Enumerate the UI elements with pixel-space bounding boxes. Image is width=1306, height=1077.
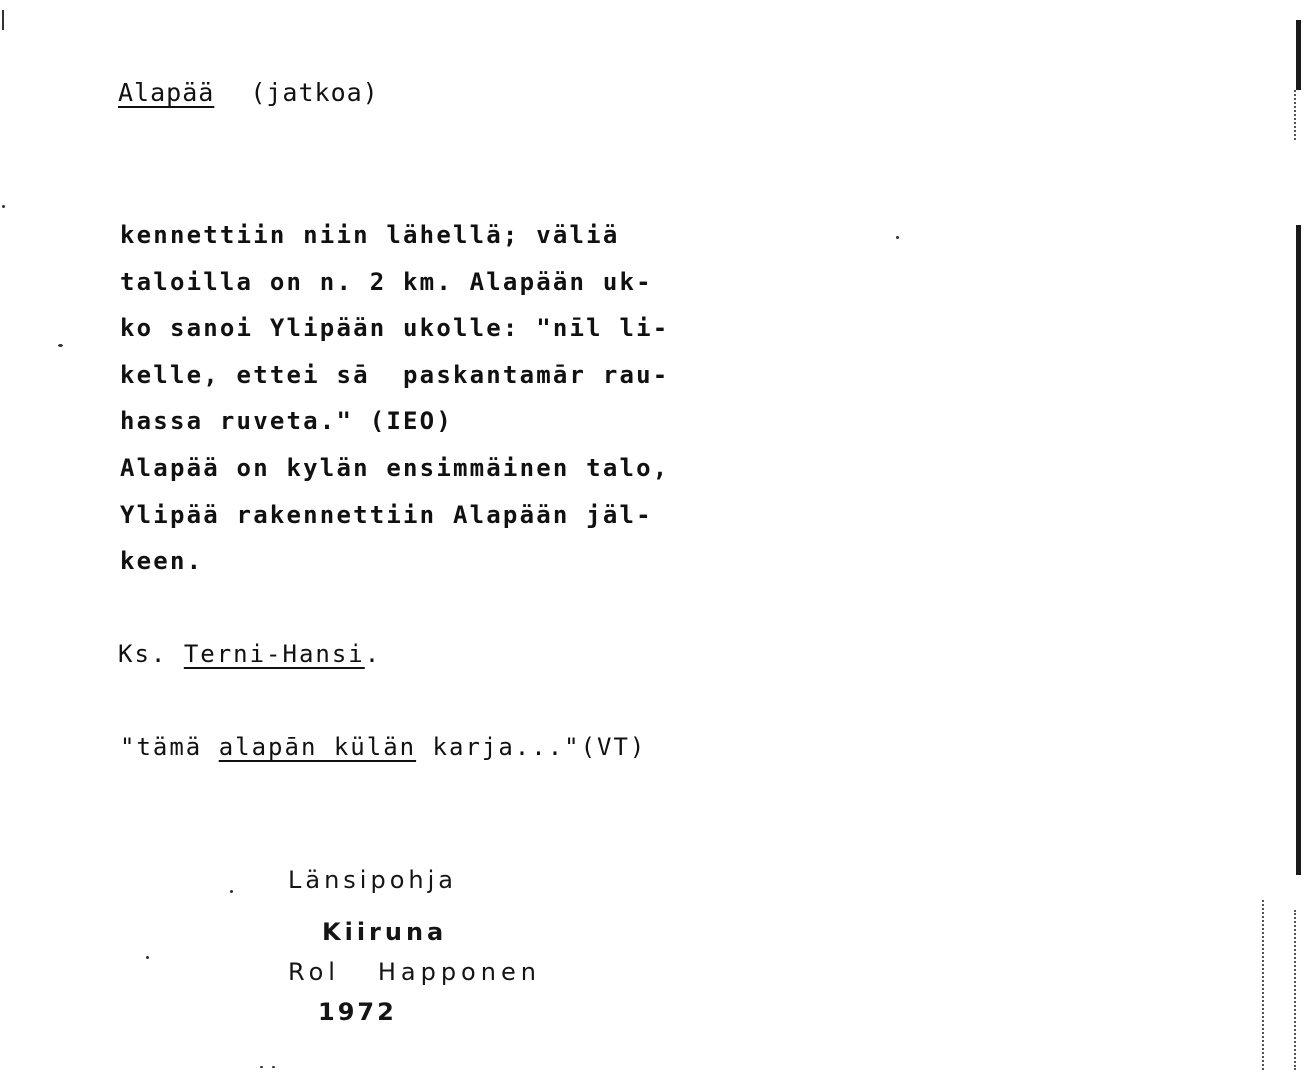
body-line: kelle, ettei sā paskantamār rau- [120, 360, 670, 389]
body-line: Ylipää rakennettiin Alapään jäl- [120, 500, 653, 529]
entry-body [120, 212, 669, 585]
stamp-parish: Kiiruna [322, 918, 448, 946]
quote-underlined: alapān külän [218, 733, 417, 761]
body-line: kennettiin niin lähellä; väliä [120, 221, 620, 249]
body-line: keen. [120, 547, 204, 576]
see-also-link: Terni-Hansi [183, 640, 365, 668]
scan-edge-mark [1296, 20, 1301, 90]
body-line: taloilla on n. 2 km. Alapään uk- [120, 267, 653, 296]
scan-speck [146, 956, 149, 959]
scan-edge-mark [1294, 90, 1298, 140]
scan-edge-mark [1296, 225, 1301, 875]
scan-speck [2, 205, 5, 208]
scan-speck [2, 10, 4, 30]
see-also-prefix: Ks. [118, 640, 168, 668]
quote-open: "tämä [120, 733, 219, 761]
scan-speck [272, 1066, 275, 1068]
scan-speck [58, 344, 63, 347]
scan-speck [896, 236, 899, 239]
entry-title: Alapää [118, 78, 215, 107]
see-also-suffix: . [364, 640, 382, 668]
see-also-reference [118, 640, 381, 668]
entry-heading [118, 78, 379, 107]
stamp-collector: Rol Happonen [288, 958, 541, 986]
scan-speck [230, 890, 233, 893]
body-line: ko sanoi Ylipään ukolle: "nīl li- [120, 314, 670, 343]
entry-subtitle: (jatkoa) [250, 78, 379, 107]
body-line: Alapää on kylän ensimmäinen talo, [120, 453, 670, 482]
quote-rest: karja..."(VT) [416, 733, 647, 761]
dialect-quote [120, 733, 646, 761]
body-line: hassa ruveta." (IEO) [120, 407, 453, 436]
stamp-region: Länsipohja [288, 866, 457, 894]
scan-speck [260, 1066, 263, 1068]
stamp-year: 1972 [318, 998, 397, 1026]
scan-edge-mark [1294, 910, 1298, 1070]
scan-edge-mark [1262, 900, 1266, 1070]
